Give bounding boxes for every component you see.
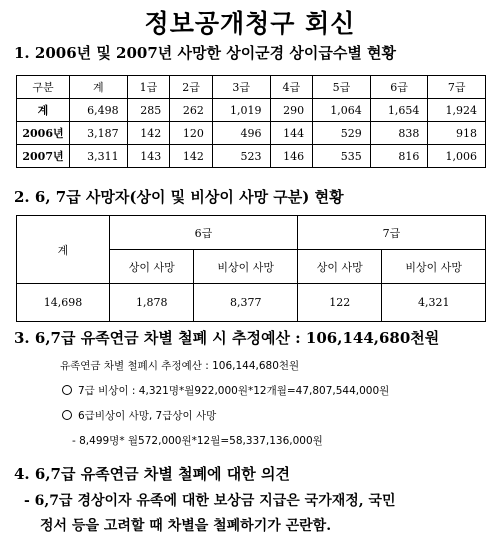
header-cell: 2급 [170, 76, 213, 99]
row-label: 2007년 [17, 145, 70, 168]
table-cell: 1,924 [428, 99, 486, 122]
table-cell: 1,019 [212, 99, 270, 122]
table-cell: 1,006 [428, 145, 486, 168]
subheader-cell: 상이 사망 [110, 250, 194, 284]
grade6-heading-text: 6급비상이 사망, 7급상이 사망 [78, 410, 217, 422]
grade-stats-table [16, 75, 486, 168]
table-cell: 144 [270, 122, 313, 145]
table-cell: 1,654 [370, 99, 428, 122]
table-row [17, 99, 486, 122]
table-cell: 120 [170, 122, 213, 145]
section3-title: 3. 6,7급 유족연금 차별 철폐 시 추정예산 : 106,144,680천원 [14, 329, 440, 347]
header-cell: 4급 [270, 76, 313, 99]
grade7-calc-line [62, 383, 389, 398]
header-cell: 구분 [17, 76, 70, 99]
circle-bullet-icon [62, 385, 72, 395]
table-cell: 8,377 [194, 284, 298, 322]
subheader-cell: 비상이 사망 [382, 250, 486, 284]
table-cell: 529 [313, 122, 371, 145]
table-cell: 14,698 [17, 284, 110, 322]
opinion-line-1: - 6,7급 경상이자 유족에 대한 보상금 지급은 국가재정, 국민 [24, 493, 396, 509]
table-cell: 816 [370, 145, 428, 168]
header-cell: 5급 [313, 76, 371, 99]
total-header: 계 [17, 216, 110, 284]
header-cell: 계 [70, 76, 128, 99]
section4-title: 4. 6,7급 유족연금 차별 철폐에 대한 의견 [14, 465, 290, 483]
subheader-cell: 상이 사망 [297, 250, 381, 284]
row-label: 계 [17, 99, 70, 122]
table-cell: 122 [297, 284, 381, 322]
table-cell: 3,311 [70, 145, 128, 168]
section2-title: 2. 6, 7급 사망자(상이 및 비상이 사망 구분) 현황 [14, 188, 344, 206]
header-cell: 6급 [370, 76, 428, 99]
table-cell: 290 [270, 99, 313, 122]
table-row [17, 122, 486, 145]
table-cell: 142 [127, 122, 170, 145]
grade6-calc-line: - 8,499명* 월572,000원*12월=58,337,136,000원 [72, 435, 323, 447]
table-cell: 142 [170, 145, 213, 168]
table-cell: 3,187 [70, 122, 128, 145]
table-cell: 146 [270, 145, 313, 168]
grade7-calc-text: 7급 비상이 : 4,321명*월922,000원*12개월=47,807,544,000원 [78, 385, 390, 397]
table-row [17, 284, 486, 322]
header-cell: 7급 [428, 76, 486, 99]
table-cell: 838 [370, 122, 428, 145]
table-cell: 918 [428, 122, 486, 145]
grade6-heading-line [62, 408, 216, 423]
header-cell: 3급 [212, 76, 270, 99]
table-cell: 6,498 [70, 99, 128, 122]
table-header-row [17, 216, 486, 250]
table-cell: 496 [212, 122, 270, 145]
table-cell: 1,878 [110, 284, 194, 322]
subheader-cell: 비상이 사망 [194, 250, 298, 284]
table-header-row [17, 76, 486, 99]
header-cell: 1급 [127, 76, 170, 99]
opinion-line-2: 정서 등을 고려할 때 차별을 철폐하기가 곤란함. [40, 518, 332, 534]
table-cell: 262 [170, 99, 213, 122]
circle-bullet-icon [62, 410, 72, 420]
table-cell: 4,321 [382, 284, 486, 322]
table-cell: 535 [313, 145, 371, 168]
table-cell: 143 [127, 145, 170, 168]
grade7-header: 7급 [297, 216, 485, 250]
table-row [17, 145, 486, 168]
grade6-header: 6급 [110, 216, 298, 250]
table-cell: 1,064 [313, 99, 371, 122]
table-cell: 285 [127, 99, 170, 122]
document-title: 정보공개청구 회신 [144, 9, 356, 38]
table-cell: 523 [212, 145, 270, 168]
death-type-table [16, 215, 486, 322]
budget-line: 유족연금 차별 철폐시 추정예산 : 106,144,680천원 [60, 360, 300, 372]
section1-title: 1. 2006년 및 2007년 사망한 상이군경 상이급수별 현황 [14, 44, 397, 62]
row-label: 2006년 [17, 122, 70, 145]
